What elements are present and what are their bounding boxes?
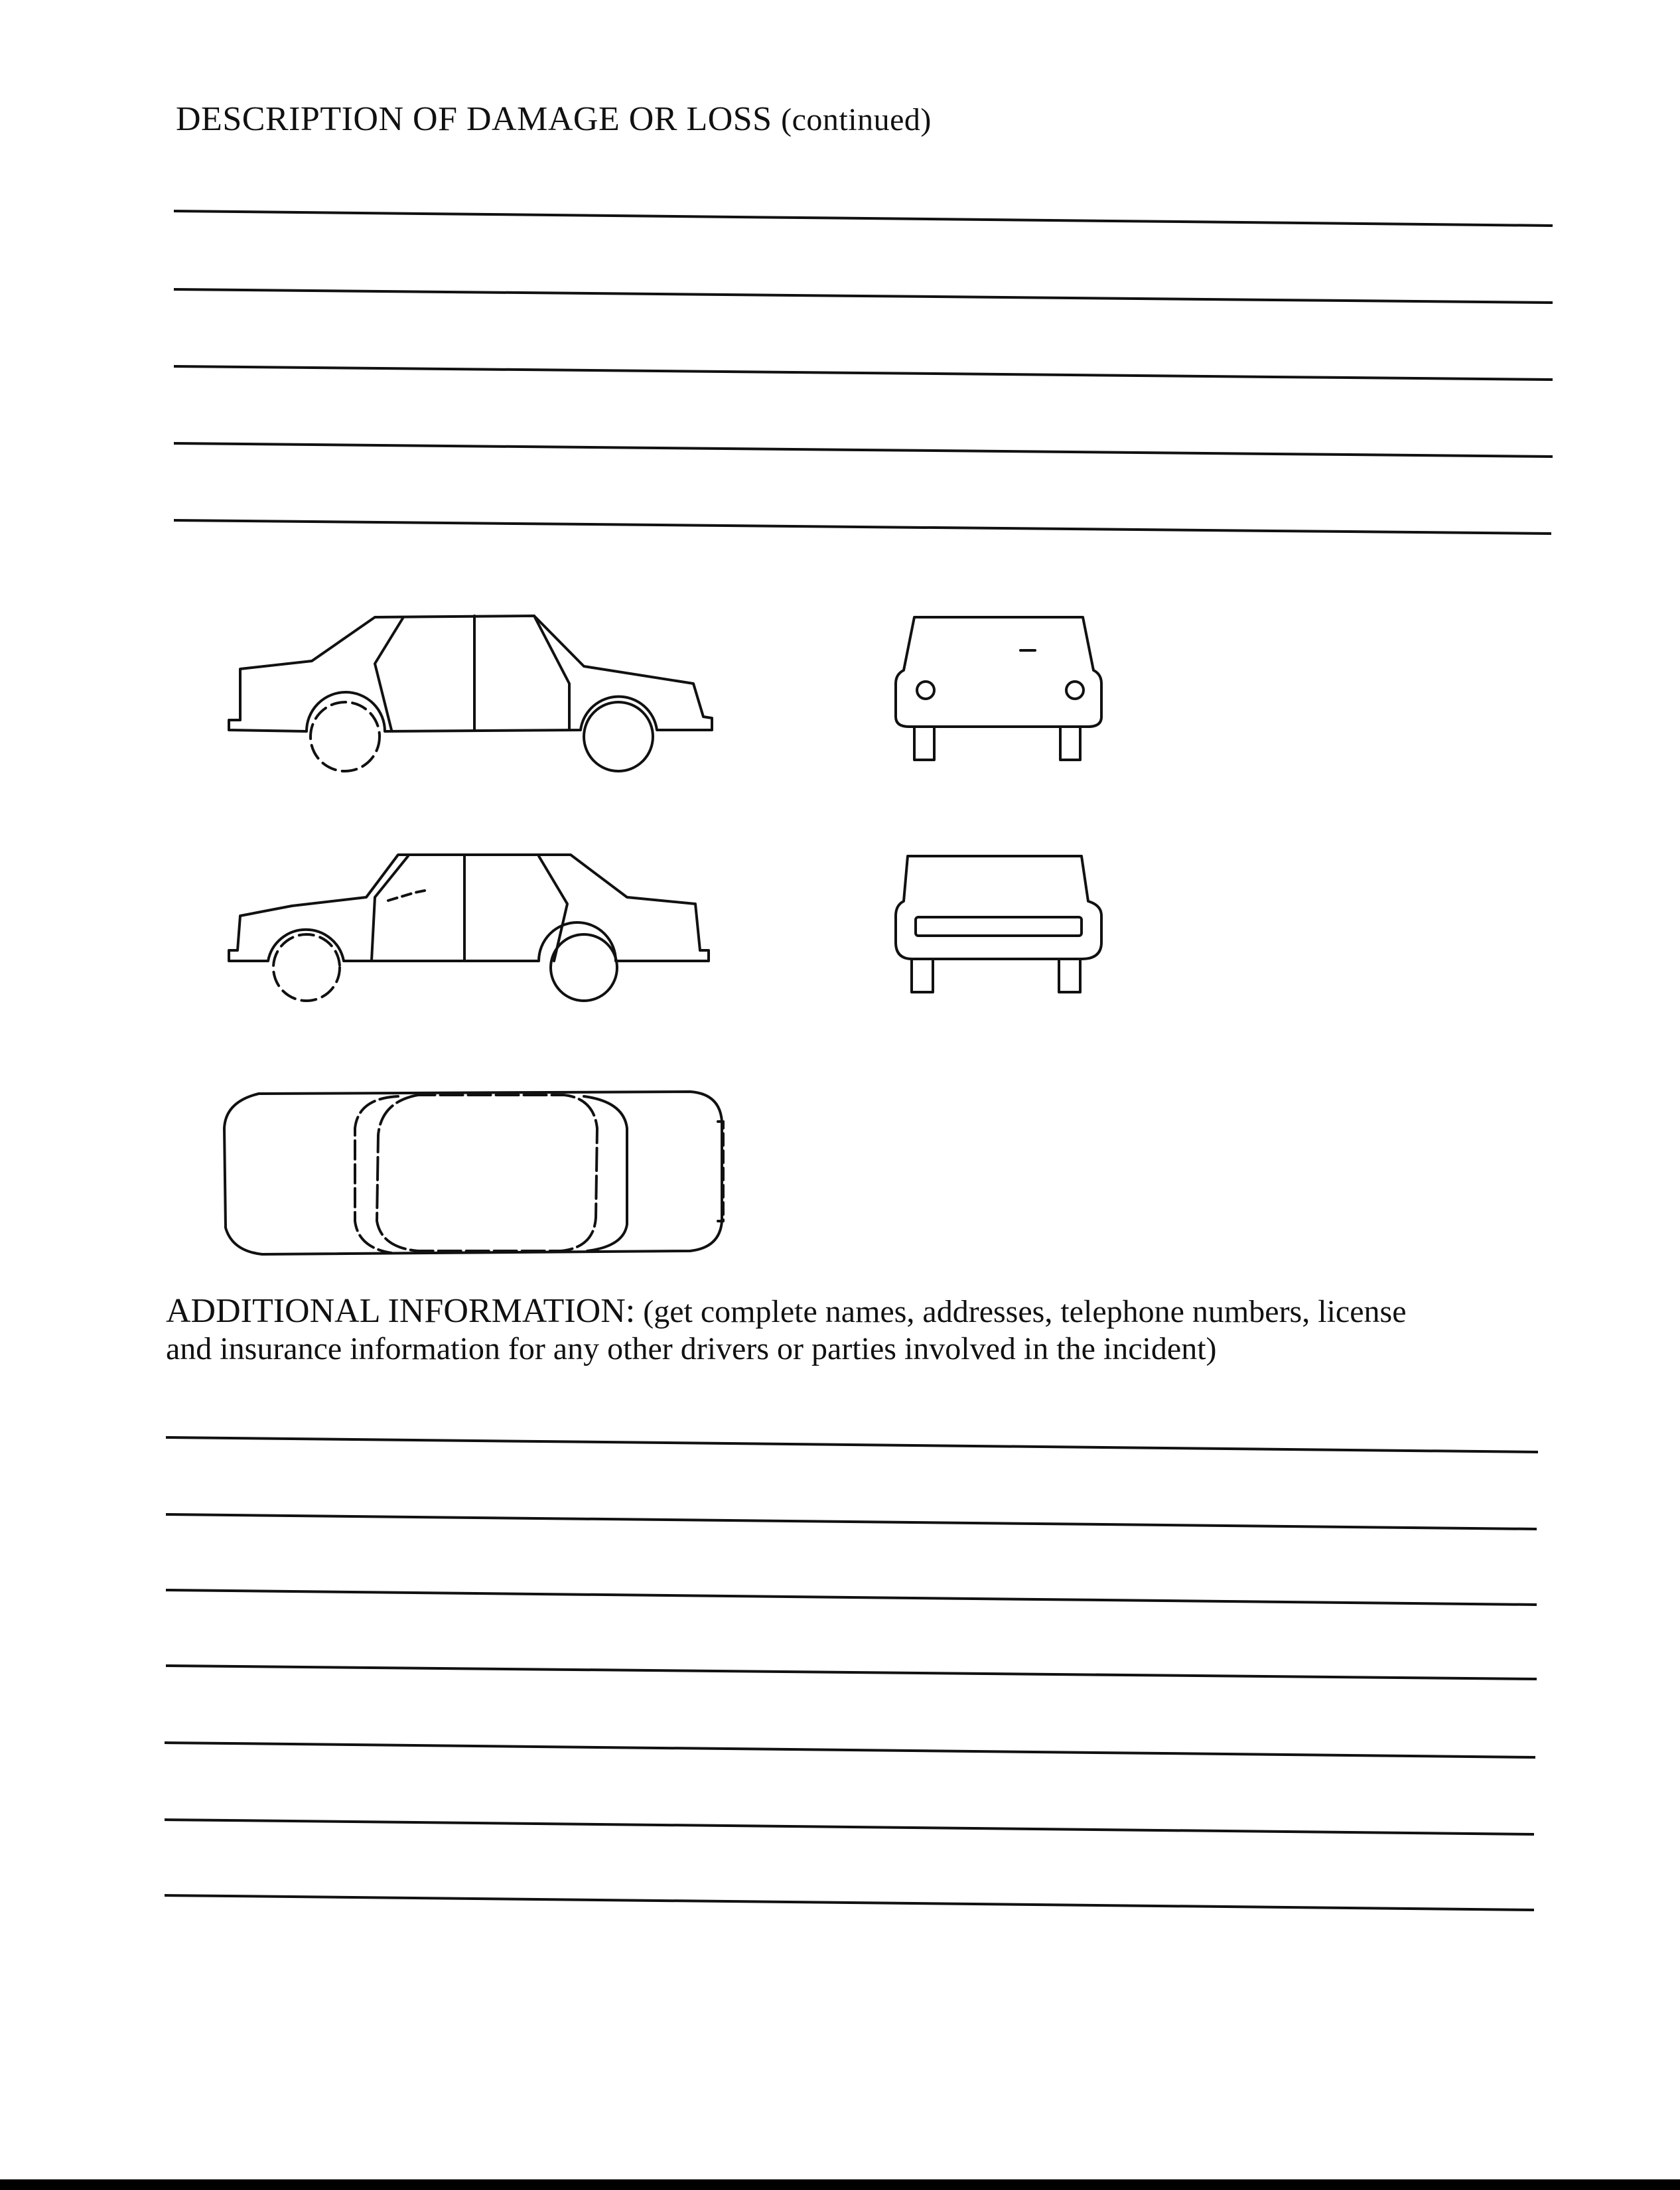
scan-edge-bar [0,2179,1680,2190]
additional-info-instructions-line1: (get complete names, addresses, telephone numbers, license [643,1294,1407,1329]
description-subtitle-text: (continued) [781,102,932,137]
car-rear-view-icon [896,856,1101,992]
car-front-view-icon [896,617,1101,760]
description-title-text: DESCRIPTION OF DAMAGE OR LOSS [176,100,772,138]
additional-information-section [166,1293,1566,1368]
car-side-view-driver-icon [229,616,712,771]
additional-info-instructions-line2: and insurance information for any other drivers or parties involved in the incident) [166,1331,1217,1366]
car-top-view-icon [224,1092,723,1254]
additional-info-heading: ADDITIONAL INFORMATION: [166,1292,636,1330]
car-side-view-passenger-icon [229,855,709,1001]
